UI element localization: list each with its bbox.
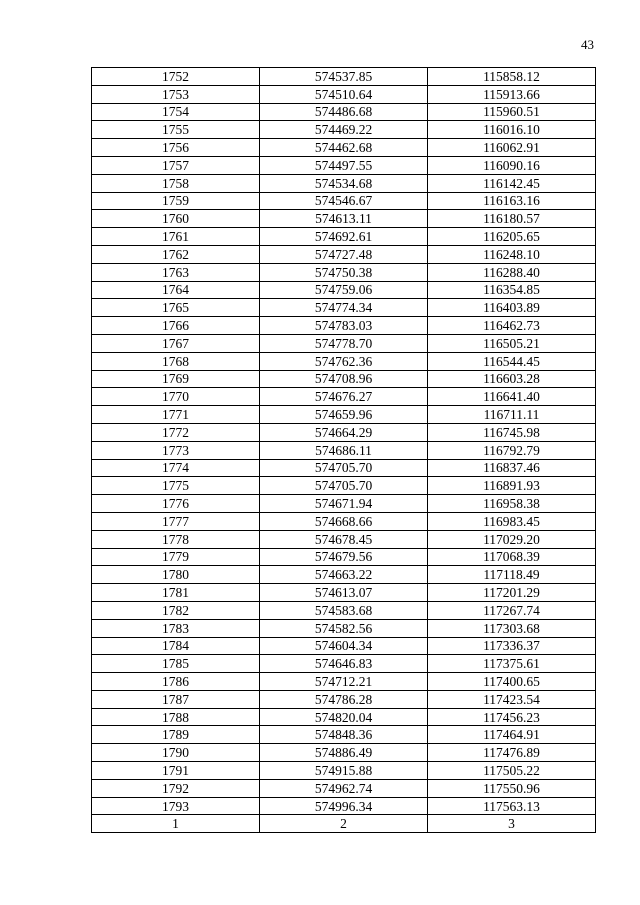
table-row	[92, 334, 596, 352]
column-number-cell: 3	[428, 815, 596, 833]
x-coordinate-cell: 574708.96	[260, 370, 428, 388]
table-row	[92, 85, 596, 103]
point-number-cell: 1793	[92, 797, 260, 815]
x-coordinate-cell: 574604.34	[260, 637, 428, 655]
y-coordinate-cell: 117118.49	[428, 566, 596, 584]
table-row	[92, 459, 596, 477]
point-number-cell: 1756	[92, 139, 260, 157]
x-coordinate-cell: 574486.68	[260, 103, 428, 121]
x-coordinate-cell: 574686.11	[260, 441, 428, 459]
x-coordinate-cell: 574886.49	[260, 744, 428, 762]
point-number-cell: 1780	[92, 566, 260, 584]
table-row	[92, 797, 596, 815]
point-number-cell: 1777	[92, 512, 260, 530]
x-coordinate-cell: 574759.06	[260, 281, 428, 299]
x-coordinate-cell: 574786.28	[260, 690, 428, 708]
y-coordinate-cell: 116711.11	[428, 406, 596, 424]
y-coordinate-cell: 116288.40	[428, 263, 596, 281]
point-number-cell: 1755	[92, 121, 260, 139]
y-coordinate-cell: 117201.29	[428, 584, 596, 602]
y-coordinate-cell: 116837.46	[428, 459, 596, 477]
point-number-cell: 1774	[92, 459, 260, 477]
table-row	[92, 245, 596, 263]
table-row	[92, 584, 596, 602]
column-number-cell: 2	[260, 815, 428, 833]
table-row	[92, 495, 596, 513]
x-coordinate-cell: 574783.03	[260, 317, 428, 335]
table-row	[92, 406, 596, 424]
column-number-row	[92, 815, 596, 833]
y-coordinate-cell: 116603.28	[428, 370, 596, 388]
point-number-cell: 1773	[92, 441, 260, 459]
table-row	[92, 619, 596, 637]
y-coordinate-cell: 116462.73	[428, 317, 596, 335]
point-number-cell: 1762	[92, 245, 260, 263]
x-coordinate-cell: 574705.70	[260, 459, 428, 477]
point-number-cell: 1786	[92, 673, 260, 691]
y-coordinate-cell: 116205.65	[428, 228, 596, 246]
y-coordinate-cell: 116142.45	[428, 174, 596, 192]
point-number-cell: 1782	[92, 601, 260, 619]
point-number-cell: 1765	[92, 299, 260, 317]
x-coordinate-cell: 574583.68	[260, 601, 428, 619]
table-row	[92, 352, 596, 370]
x-coordinate-cell: 574778.70	[260, 334, 428, 352]
y-coordinate-cell: 117400.65	[428, 673, 596, 691]
point-number-cell: 1767	[92, 334, 260, 352]
x-coordinate-cell: 574962.74	[260, 779, 428, 797]
point-number-cell: 1753	[92, 85, 260, 103]
table-row	[92, 423, 596, 441]
point-number-cell: 1754	[92, 103, 260, 121]
y-coordinate-cell: 117464.91	[428, 726, 596, 744]
y-coordinate-cell: 117423.54	[428, 690, 596, 708]
point-number-cell: 1789	[92, 726, 260, 744]
y-coordinate-cell: 117476.89	[428, 744, 596, 762]
y-coordinate-cell: 117303.68	[428, 619, 596, 637]
table-row	[92, 121, 596, 139]
x-coordinate-cell: 574534.68	[260, 174, 428, 192]
x-coordinate-cell: 574762.36	[260, 352, 428, 370]
table-row	[92, 779, 596, 797]
table-row	[92, 441, 596, 459]
y-coordinate-cell: 117456.23	[428, 708, 596, 726]
point-number-cell: 1781	[92, 584, 260, 602]
table-row	[92, 210, 596, 228]
table-row	[92, 156, 596, 174]
x-coordinate-cell: 574613.07	[260, 584, 428, 602]
x-coordinate-cell: 574613.11	[260, 210, 428, 228]
coordinates-table	[91, 67, 596, 833]
table-row	[92, 708, 596, 726]
y-coordinate-cell: 116745.98	[428, 423, 596, 441]
y-coordinate-cell: 117267.74	[428, 601, 596, 619]
point-number-cell: 1792	[92, 779, 260, 797]
table-row	[92, 477, 596, 495]
x-coordinate-cell: 574774.34	[260, 299, 428, 317]
table-row	[92, 317, 596, 335]
page-number: 43	[581, 37, 594, 52]
y-coordinate-cell: 116641.40	[428, 388, 596, 406]
column-number-cell: 1	[92, 815, 260, 833]
y-coordinate-cell: 115913.66	[428, 85, 596, 103]
point-number-cell: 1760	[92, 210, 260, 228]
y-coordinate-cell: 117068.39	[428, 548, 596, 566]
y-coordinate-cell: 116180.57	[428, 210, 596, 228]
y-coordinate-cell: 116354.85	[428, 281, 596, 299]
x-coordinate-cell: 574510.64	[260, 85, 428, 103]
point-number-cell: 1787	[92, 690, 260, 708]
y-coordinate-cell: 116792.79	[428, 441, 596, 459]
x-coordinate-cell: 574915.88	[260, 762, 428, 780]
x-coordinate-cell: 574692.61	[260, 228, 428, 246]
point-number-cell: 1779	[92, 548, 260, 566]
y-coordinate-cell: 117563.13	[428, 797, 596, 815]
x-coordinate-cell: 574497.55	[260, 156, 428, 174]
table-row	[92, 726, 596, 744]
x-coordinate-cell: 574668.66	[260, 512, 428, 530]
y-coordinate-cell: 116062.91	[428, 139, 596, 157]
table-row	[92, 637, 596, 655]
x-coordinate-cell: 574646.83	[260, 655, 428, 673]
table-row	[92, 548, 596, 566]
table-row	[92, 192, 596, 210]
point-number-cell: 1791	[92, 762, 260, 780]
table-row	[92, 601, 596, 619]
x-coordinate-cell: 574996.34	[260, 797, 428, 815]
x-coordinate-cell: 574659.96	[260, 406, 428, 424]
x-coordinate-cell: 574546.67	[260, 192, 428, 210]
y-coordinate-cell: 117550.96	[428, 779, 596, 797]
table-row	[92, 370, 596, 388]
table-row	[92, 388, 596, 406]
point-number-cell: 1764	[92, 281, 260, 299]
point-number-cell: 1770	[92, 388, 260, 406]
point-number-cell: 1768	[92, 352, 260, 370]
point-number-cell: 1772	[92, 423, 260, 441]
x-coordinate-cell: 574537.85	[260, 68, 428, 86]
table-row	[92, 655, 596, 673]
y-coordinate-cell: 116248.10	[428, 245, 596, 263]
point-number-cell: 1766	[92, 317, 260, 335]
x-coordinate-cell: 574676.27	[260, 388, 428, 406]
table-row	[92, 299, 596, 317]
point-number-cell: 1776	[92, 495, 260, 513]
x-coordinate-cell: 574462.68	[260, 139, 428, 157]
table-row	[92, 68, 596, 86]
table-row	[92, 690, 596, 708]
table-row	[92, 263, 596, 281]
table-row	[92, 566, 596, 584]
y-coordinate-cell: 116891.93	[428, 477, 596, 495]
point-number-cell: 1784	[92, 637, 260, 655]
table-row	[92, 103, 596, 121]
table-row	[92, 744, 596, 762]
y-coordinate-cell: 116090.16	[428, 156, 596, 174]
point-number-cell: 1759	[92, 192, 260, 210]
point-number-cell: 1790	[92, 744, 260, 762]
y-coordinate-cell: 117505.22	[428, 762, 596, 780]
y-coordinate-cell: 117029.20	[428, 530, 596, 548]
y-coordinate-cell: 116958.38	[428, 495, 596, 513]
point-number-cell: 1785	[92, 655, 260, 673]
x-coordinate-cell: 574582.56	[260, 619, 428, 637]
y-coordinate-cell: 116403.89	[428, 299, 596, 317]
y-coordinate-cell: 115858.12	[428, 68, 596, 86]
x-coordinate-cell: 574727.48	[260, 245, 428, 263]
point-number-cell: 1752	[92, 68, 260, 86]
y-coordinate-cell: 116163.16	[428, 192, 596, 210]
x-coordinate-cell: 574750.38	[260, 263, 428, 281]
table-row	[92, 673, 596, 691]
x-coordinate-cell: 574663.22	[260, 566, 428, 584]
table-row	[92, 281, 596, 299]
table-row	[92, 762, 596, 780]
table-row	[92, 174, 596, 192]
x-coordinate-cell: 574705.70	[260, 477, 428, 495]
point-number-cell: 1788	[92, 708, 260, 726]
table-row	[92, 512, 596, 530]
y-coordinate-cell: 117336.37	[428, 637, 596, 655]
y-coordinate-cell: 115960.51	[428, 103, 596, 121]
table-row	[92, 228, 596, 246]
x-coordinate-cell: 574678.45	[260, 530, 428, 548]
point-number-cell: 1757	[92, 156, 260, 174]
point-number-cell: 1775	[92, 477, 260, 495]
table-row	[92, 139, 596, 157]
y-coordinate-cell: 116505.21	[428, 334, 596, 352]
y-coordinate-cell: 116983.45	[428, 512, 596, 530]
point-number-cell: 1758	[92, 174, 260, 192]
x-coordinate-cell: 574671.94	[260, 495, 428, 513]
point-number-cell: 1771	[92, 406, 260, 424]
y-coordinate-cell: 116544.45	[428, 352, 596, 370]
point-number-cell: 1778	[92, 530, 260, 548]
x-coordinate-cell: 574469.22	[260, 121, 428, 139]
y-coordinate-cell: 117375.61	[428, 655, 596, 673]
x-coordinate-cell: 574664.29	[260, 423, 428, 441]
point-number-cell: 1769	[92, 370, 260, 388]
table-body	[92, 68, 596, 833]
table-row	[92, 530, 596, 548]
x-coordinate-cell: 574712.21	[260, 673, 428, 691]
y-coordinate-cell: 116016.10	[428, 121, 596, 139]
point-number-cell: 1763	[92, 263, 260, 281]
point-number-cell: 1783	[92, 619, 260, 637]
x-coordinate-cell: 574848.36	[260, 726, 428, 744]
point-number-cell: 1761	[92, 228, 260, 246]
x-coordinate-cell: 574679.56	[260, 548, 428, 566]
x-coordinate-cell: 574820.04	[260, 708, 428, 726]
